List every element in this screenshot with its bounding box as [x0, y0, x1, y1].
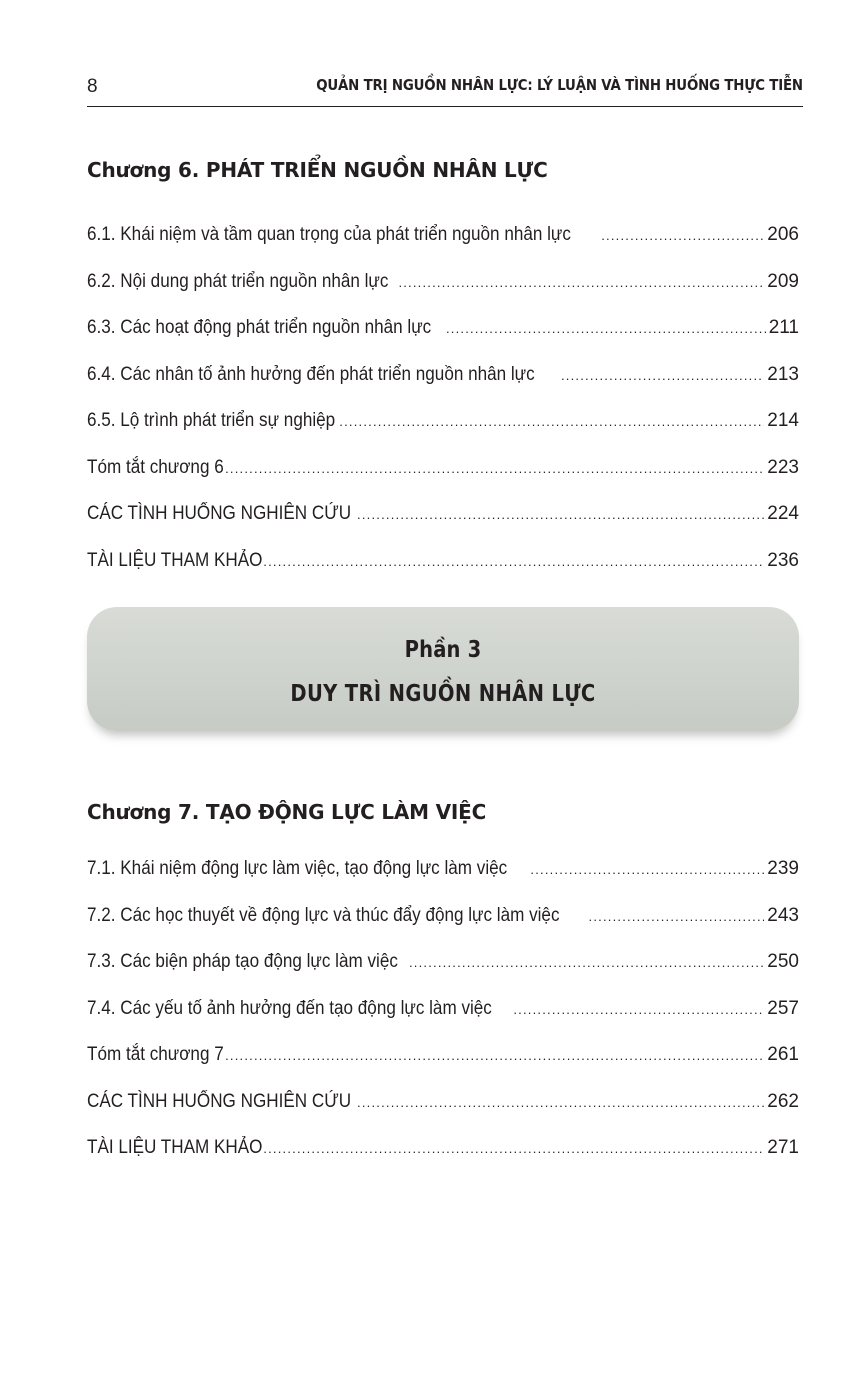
toc-entry-page: 211 [768, 317, 799, 338]
dot-leader [589, 909, 765, 924]
toc-entry-page: 262 [767, 1090, 799, 1112]
chapter-6-toc [87, 224, 799, 596]
toc-entry[interactable] [87, 410, 799, 457]
toc-entry-label: 7.1. Khái niệm động lực làm việc, tạo động lực làm việc [87, 858, 508, 879]
toc-entry[interactable] [87, 503, 799, 550]
toc-entry-page: 257 [767, 997, 799, 1019]
toc-entry-label: 7.3. Các biện pháp tạo động lực làm việc [87, 951, 398, 972]
toc-entry-label: TÀI LIỆU THAM KHẢO [87, 549, 263, 571]
toc-entry-page: 243 [767, 904, 799, 926]
dot-leader [398, 275, 764, 290]
dot-leader [259, 554, 765, 569]
toc-entry-label: TÀI LIỆU THAM KHẢO [87, 1137, 263, 1158]
toc-entry-label: 6.1. Khái niệm và tầm quan trọng của phát triển nguồn nhân lực [87, 224, 571, 245]
toc-entry-label: 6.5. Lộ trình phát triển sự nghiệp [87, 410, 336, 431]
dot-leader [446, 321, 766, 336]
dot-leader [561, 368, 764, 383]
dot-leader [215, 1048, 764, 1063]
toc-entry-page: 271 [767, 1137, 799, 1158]
toc-entry[interactable] [87, 317, 799, 364]
chapter-7-toc [87, 858, 799, 1184]
toc-entry-label: CÁC TÌNH HUỐNG NGHIÊN CỨU [87, 1090, 352, 1112]
toc-entry-page: 236 [767, 549, 799, 571]
toc-entry-label: 6.4. Các nhân tố ảnh hưởng đến phát triển nguồn nhân lực [87, 363, 535, 385]
toc-entry-page: 214 [767, 410, 799, 431]
running-header [87, 74, 803, 107]
toc-entry[interactable] [87, 905, 799, 952]
toc-entry[interactable] [87, 1137, 799, 1184]
toc-entry[interactable] [87, 1091, 799, 1138]
dot-leader [357, 1095, 764, 1110]
toc-entry-label: Tóm tắt chương 6 [87, 456, 224, 478]
part-3-banner [87, 607, 799, 731]
toc-entry[interactable] [87, 951, 799, 998]
chapter-6-title: Chương 6. PHÁT TRIỂN NGUỒN NHÂN LỰC [87, 158, 548, 182]
toc-entry-page: 224 [767, 503, 799, 524]
toc-entry[interactable] [87, 1044, 799, 1091]
dot-leader [339, 414, 764, 429]
toc-entry-page: 209 [767, 270, 799, 292]
dot-leader [409, 955, 764, 970]
toc-entry[interactable] [87, 271, 799, 318]
dot-leader [215, 461, 764, 476]
part-label: Phần 3 [404, 637, 482, 663]
toc-entry-page: 206 [767, 224, 799, 245]
dot-leader [259, 1141, 765, 1156]
dot-leader [530, 862, 764, 877]
dot-leader [357, 507, 764, 522]
toc-entry-page: 239 [767, 858, 799, 879]
toc-entry[interactable] [87, 224, 799, 271]
toc-entry-label: Tóm tắt chương 7 [87, 1044, 224, 1065]
toc-entry-label: 7.2. Các học thuyết về động lực và thúc đẩy động lực làm việc [87, 904, 560, 926]
dot-leader [513, 1002, 764, 1017]
toc-entry-label: 6.2. Nội dung phát triển nguồn nhân lực [87, 270, 389, 292]
part-title: DUY TRÌ NGUỒN NHÂN LỰC [290, 681, 596, 707]
page-number: 8 [87, 76, 98, 97]
book-title: QUẢN TRỊ NGUỒN NHÂN LỰC: LÝ LUẬN VÀ TÌNH HUỐNG THỰC TIỄN [316, 76, 803, 94]
toc-entry[interactable] [87, 550, 799, 597]
toc-entry[interactable] [87, 998, 799, 1045]
toc-entry-page: 213 [767, 363, 799, 385]
dot-leader [601, 228, 764, 243]
toc-entry[interactable] [87, 457, 799, 504]
chapter-7-title: Chương 7. TẠO ĐỘNG LỰC LÀM VIỆC [87, 800, 487, 824]
toc-entry[interactable] [87, 364, 799, 411]
toc-entry[interactable] [87, 858, 799, 905]
toc-entry-label: CÁC TÌNH HUỐNG NGHIÊN CỨU [87, 503, 352, 524]
toc-entry-label: 6.3. Các hoạt động phát triển nguồn nhân lực [87, 317, 432, 338]
toc-entry-label: 7.4. Các yếu tố ảnh hưởng đến tạo động lực làm việc [87, 997, 492, 1019]
toc-entry-page: 261 [767, 1044, 799, 1065]
toc-entry-page: 250 [767, 951, 799, 972]
toc-entry-page: 223 [767, 456, 799, 478]
